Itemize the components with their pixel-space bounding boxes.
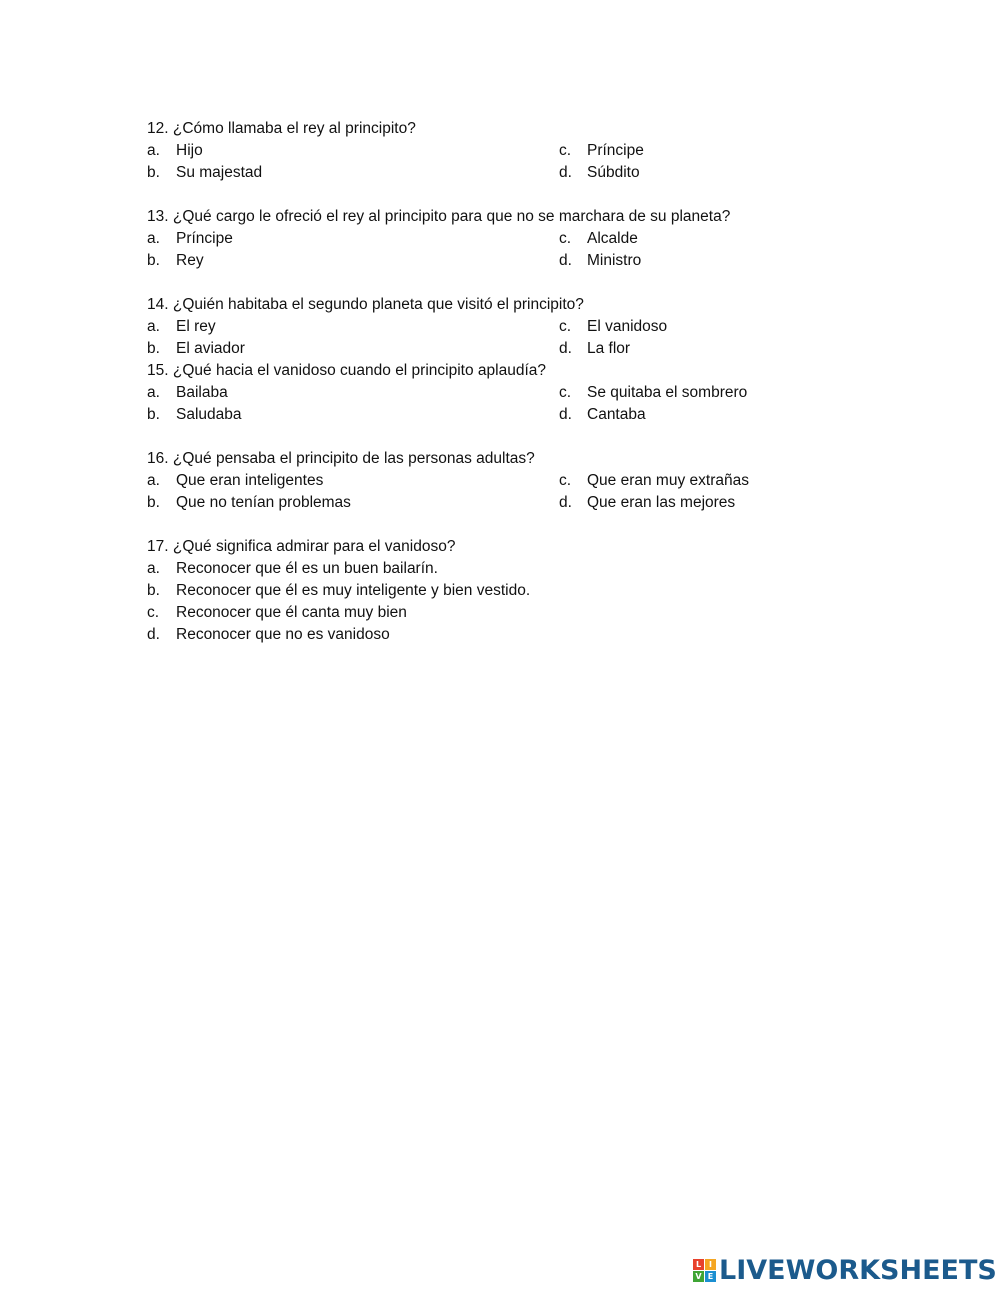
option-letter: d. <box>559 340 572 357</box>
option-text: Su majestad <box>176 164 263 181</box>
option-letter: c. <box>559 384 572 401</box>
option-text: Rey <box>176 252 204 269</box>
option-letter: b. <box>147 582 160 599</box>
option-letter: c. <box>559 472 572 489</box>
logo-mark-icon <box>693 1259 716 1282</box>
option-text: La flor <box>587 340 631 357</box>
option-text: Alcalde <box>587 230 638 247</box>
option-letter: a. <box>147 560 160 577</box>
option-letter: c. <box>559 230 572 247</box>
option-text: Que eran las mejores <box>587 494 736 511</box>
option-letter: c. <box>559 142 572 159</box>
option-letter: a. <box>147 230 160 247</box>
option-text: Cantaba <box>587 406 646 423</box>
option-text: Ministro <box>587 252 642 269</box>
question-17 <box>147 536 455 558</box>
question-text: ¿Qué hacia el vanidoso cuando el principito aplaudía? <box>172 362 546 379</box>
option-text: Que eran inteligentes <box>176 472 324 489</box>
question-number: 17. <box>147 538 169 555</box>
option-text: Príncipe <box>176 230 233 247</box>
question-15 <box>147 360 546 382</box>
option-text: Reconocer que no es vanidoso <box>176 626 390 643</box>
option-text: Que no tenían problemas <box>176 494 351 511</box>
question-number: 16. <box>147 450 169 467</box>
question-16 <box>147 448 535 470</box>
option-letter: d. <box>559 252 572 269</box>
option-letter: a. <box>147 472 160 489</box>
logo-cell-e: E <box>705 1271 716 1282</box>
question-12 <box>147 118 416 140</box>
option-letter: a. <box>147 142 160 159</box>
question-14 <box>147 294 584 316</box>
logo-cell-l: L <box>693 1259 704 1270</box>
option-text: El vanidoso <box>587 318 668 335</box>
option-letter: a. <box>147 384 160 401</box>
option-letter: d. <box>559 164 572 181</box>
question-number: 12. <box>147 120 169 137</box>
question-text: ¿Cómo llamaba el rey al principito? <box>172 120 416 137</box>
option-letter: d. <box>559 406 572 423</box>
logo-text: LIVEWORKSHEETS <box>719 1254 997 1286</box>
option-letter: d. <box>559 494 572 511</box>
option-text: Príncipe <box>587 142 644 159</box>
option-text: Hijo <box>176 142 203 159</box>
option-text: Se quitaba el sombrero <box>587 384 748 401</box>
option-text: Bailaba <box>176 384 228 401</box>
question-text: ¿Qué significa admirar para el vanidoso? <box>172 538 456 555</box>
option-text: Saludaba <box>176 406 242 423</box>
option-letter: b. <box>147 406 160 423</box>
option-text: Reconocer que él canta muy bien <box>176 604 407 621</box>
question-text: ¿Quién habitaba el segundo planeta que visitó el principito? <box>172 296 584 313</box>
option-text: El aviador <box>176 340 245 357</box>
option-text: Reconocer que él es muy inteligente y bien vestido. <box>176 582 531 599</box>
option-text: Súbdito <box>587 164 640 181</box>
option-text: Que eran muy extrañas <box>587 472 749 489</box>
question-13 <box>147 206 730 228</box>
option-text: Reconocer que él es un buen bailarín. <box>176 560 438 577</box>
question-text: ¿Qué cargo le ofreció el rey al principito para que no se marchara de su planeta? <box>172 208 731 225</box>
question-number: 14. <box>147 296 169 313</box>
option-letter: b. <box>147 252 160 269</box>
question-text: ¿Qué pensaba el principito de las personas adultas? <box>172 450 535 467</box>
option-letter: a. <box>147 318 160 335</box>
question-number: 15. <box>147 362 169 379</box>
logo-cell-v: V <box>693 1271 704 1282</box>
liveworksheets-logo[interactable] <box>693 1253 997 1287</box>
option-letter: b. <box>147 340 160 357</box>
option-letter: b. <box>147 494 160 511</box>
logo-cell-i: I <box>705 1259 716 1270</box>
question-number: 13. <box>147 208 169 225</box>
option-text: El rey <box>176 318 216 335</box>
option-letter: d. <box>147 626 160 643</box>
option-letter: c. <box>147 604 160 621</box>
option-letter: c. <box>559 318 572 335</box>
option-letter: b. <box>147 164 160 181</box>
